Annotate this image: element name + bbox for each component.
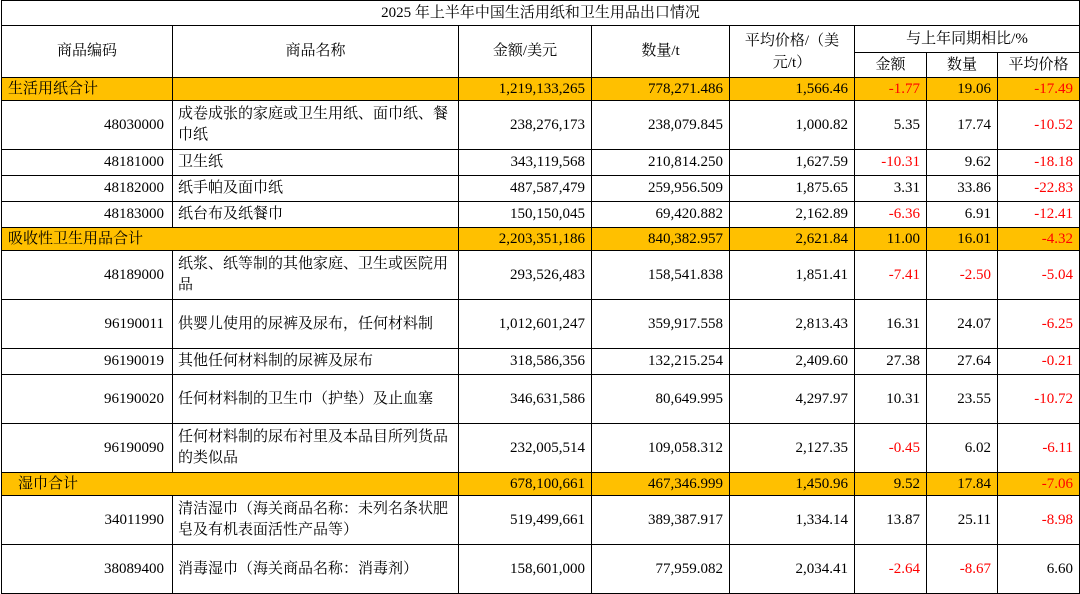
product-code: 96190020 (2, 375, 173, 424)
product-amount: 343,119,568 (459, 150, 592, 176)
product-yoy-amount: -2.64 (855, 545, 927, 594)
product-yoy-amount: -10.31 (855, 150, 927, 176)
group-yoy-quantity: 16.01 (927, 228, 998, 251)
product-name: 纸浆、纸等制的其他家庭、卫生或医院用品 (173, 251, 459, 300)
group-yoy-amount: -1.77 (855, 78, 927, 101)
header-yoy-amount: 金额 (855, 53, 927, 78)
product-name: 成卷成张的家庭或卫生用纸、面巾纸、餐巾纸 (173, 101, 459, 150)
product-avg-price: 2,409.60 (730, 349, 855, 375)
product-avg-price: 2,034.41 (730, 545, 855, 594)
product-amount: 158,601,000 (459, 545, 592, 594)
group-label: 吸收性卫生用品合计 (2, 228, 459, 251)
header-amount: 金额/美元 (459, 26, 592, 78)
product-yoy-quantity: 9.62 (927, 150, 998, 176)
product-yoy-amount: 16.31 (855, 300, 927, 349)
product-amount: 346,631,586 (459, 375, 592, 424)
product-quantity: 77,959.082 (592, 545, 730, 594)
product-quantity: 69,420.882 (592, 202, 730, 228)
group-yoy-price: -7.06 (998, 473, 1080, 496)
product-yoy-quantity: -8.67 (927, 545, 998, 594)
table-row (2, 349, 1080, 375)
product-yoy-price: -22.83 (998, 176, 1080, 202)
product-amount: 1,012,601,247 (459, 300, 592, 349)
group-yoy-price: -4.32 (998, 228, 1080, 251)
product-avg-price: 2,813.43 (730, 300, 855, 349)
group-amount: 2,203,351,186 (459, 228, 592, 251)
product-amount: 519,499,661 (459, 496, 592, 545)
group-label: 生活用纸合计 (2, 78, 173, 101)
table-row (2, 375, 1080, 424)
group-name-empty (173, 78, 459, 101)
product-yoy-price: -12.41 (998, 202, 1080, 228)
group-yoy-price: -17.49 (998, 78, 1080, 101)
product-quantity: 389,387.917 (592, 496, 730, 545)
product-name: 卫生纸 (173, 150, 459, 176)
product-amount: 238,276,173 (459, 101, 592, 150)
header-yoy-quantity: 数量 (927, 53, 998, 78)
product-code: 48183000 (2, 202, 173, 228)
product-amount: 232,005,514 (459, 424, 592, 473)
product-yoy-quantity: 33.86 (927, 176, 998, 202)
product-yoy-quantity: 6.02 (927, 424, 998, 473)
group-quantity: 778,271.486 (592, 78, 730, 101)
product-name: 任何材料制的尿布衬里及本品目所列货品的类似品 (173, 424, 459, 473)
table-row (2, 424, 1080, 473)
product-yoy-price: 6.60 (998, 545, 1080, 594)
product-yoy-amount: 10.31 (855, 375, 927, 424)
product-code: 48030000 (2, 101, 173, 150)
group-total-row (2, 78, 1080, 101)
table-row (2, 150, 1080, 176)
header-avg-price: 平均价格/（美元/t） (730, 26, 855, 78)
product-quantity: 210,814.250 (592, 150, 730, 176)
product-code: 38089400 (2, 545, 173, 594)
header-quantity: 数量/t (592, 26, 730, 78)
product-name: 供婴儿使用的尿裤及尿布，任何材料制 (173, 300, 459, 349)
group-avg-price: 1,566.46 (730, 78, 855, 101)
product-avg-price: 4,297.97 (730, 375, 855, 424)
table-row (2, 251, 1080, 300)
product-name: 纸手帕及面巾纸 (173, 176, 459, 202)
product-code: 34011990 (2, 496, 173, 545)
product-name: 其他任何材料制的尿裤及尿布 (173, 349, 459, 375)
group-avg-price: 2,621.84 (730, 228, 855, 251)
product-code: 48181000 (2, 150, 173, 176)
group-yoy-quantity: 19.06 (927, 78, 998, 101)
product-yoy-price: -10.52 (998, 101, 1080, 150)
product-amount: 150,150,045 (459, 202, 592, 228)
product-yoy-amount: -7.41 (855, 251, 927, 300)
product-avg-price: 1,627.59 (730, 150, 855, 176)
group-yoy-amount: 9.52 (855, 473, 927, 496)
product-yoy-quantity: 27.64 (927, 349, 998, 375)
product-avg-price: 1,875.65 (730, 176, 855, 202)
product-yoy-quantity: 23.55 (927, 375, 998, 424)
product-amount: 487,587,479 (459, 176, 592, 202)
product-code: 96190090 (2, 424, 173, 473)
product-yoy-quantity: -2.50 (927, 251, 998, 300)
product-amount: 318,586,356 (459, 349, 592, 375)
product-avg-price: 2,127.35 (730, 424, 855, 473)
product-yoy-price: -0.21 (998, 349, 1080, 375)
table-row (2, 300, 1080, 349)
group-quantity: 840,382.957 (592, 228, 730, 251)
group-avg-price: 1,450.96 (730, 473, 855, 496)
product-name: 任何材料制的卫生巾（护垫）及止血塞 (173, 375, 459, 424)
product-yoy-quantity: 6.91 (927, 202, 998, 228)
product-quantity: 80,649.995 (592, 375, 730, 424)
product-yoy-amount: -0.45 (855, 424, 927, 473)
product-avg-price: 1,851.41 (730, 251, 855, 300)
product-avg-price: 1,000.82 (730, 101, 855, 150)
table-row (2, 496, 1080, 545)
product-yoy-amount: -6.36 (855, 202, 927, 228)
product-quantity: 259,956.509 (592, 176, 730, 202)
table-row (2, 202, 1080, 228)
group-total-row (2, 228, 1080, 251)
group-quantity: 467,346.999 (592, 473, 730, 496)
product-avg-price: 2,162.89 (730, 202, 855, 228)
product-quantity: 359,917.558 (592, 300, 730, 349)
table-row (2, 176, 1080, 202)
product-yoy-amount: 13.87 (855, 496, 927, 545)
table-title: 2025 年上半年中国生活用纸和卫生用品出口情况 (2, 1, 1080, 26)
product-name: 纸台布及纸餐巾 (173, 202, 459, 228)
product-yoy-quantity: 17.74 (927, 101, 998, 150)
group-label: 湿巾合计 (2, 473, 459, 496)
product-code: 48182000 (2, 176, 173, 202)
product-code: 96190019 (2, 349, 173, 375)
export-table (1, 0, 1080, 594)
product-yoy-price: -10.72 (998, 375, 1080, 424)
product-name: 消毒湿巾（海关商品名称：消毒剂） (173, 545, 459, 594)
product-yoy-quantity: 25.11 (927, 496, 998, 545)
table-row (2, 101, 1080, 150)
product-quantity: 109,058.312 (592, 424, 730, 473)
group-amount: 1,219,133,265 (459, 78, 592, 101)
product-yoy-price: -6.11 (998, 424, 1080, 473)
table-row (2, 545, 1080, 594)
product-yoy-price: -8.98 (998, 496, 1080, 545)
product-code: 96190011 (2, 300, 173, 349)
product-quantity: 158,541.838 (592, 251, 730, 300)
product-quantity: 132,215.254 (592, 349, 730, 375)
product-yoy-price: -18.18 (998, 150, 1080, 176)
product-avg-price: 1,334.14 (730, 496, 855, 545)
product-yoy-amount: 27.38 (855, 349, 927, 375)
header-name: 商品名称 (173, 26, 459, 78)
group-yoy-quantity: 17.84 (927, 473, 998, 496)
product-yoy-amount: 3.31 (855, 176, 927, 202)
header-yoy-avg-price: 平均价格 (998, 53, 1080, 78)
product-yoy-price: -5.04 (998, 251, 1080, 300)
product-code: 48189000 (2, 251, 173, 300)
header-yoy-group: 与上年同期相比/% (855, 26, 1080, 53)
group-yoy-amount: 11.00 (855, 228, 927, 251)
product-yoy-quantity: 24.07 (927, 300, 998, 349)
group-total-row (2, 473, 1080, 496)
group-amount: 678,100,661 (459, 473, 592, 496)
product-yoy-price: -6.25 (998, 300, 1080, 349)
product-name: 清洁湿巾（海关商品名称：未列名条状肥皂及有机表面活性产品等） (173, 496, 459, 545)
product-quantity: 238,079.845 (592, 101, 730, 150)
product-amount: 293,526,483 (459, 251, 592, 300)
product-yoy-amount: 5.35 (855, 101, 927, 150)
header-code: 商品编码 (2, 26, 173, 78)
